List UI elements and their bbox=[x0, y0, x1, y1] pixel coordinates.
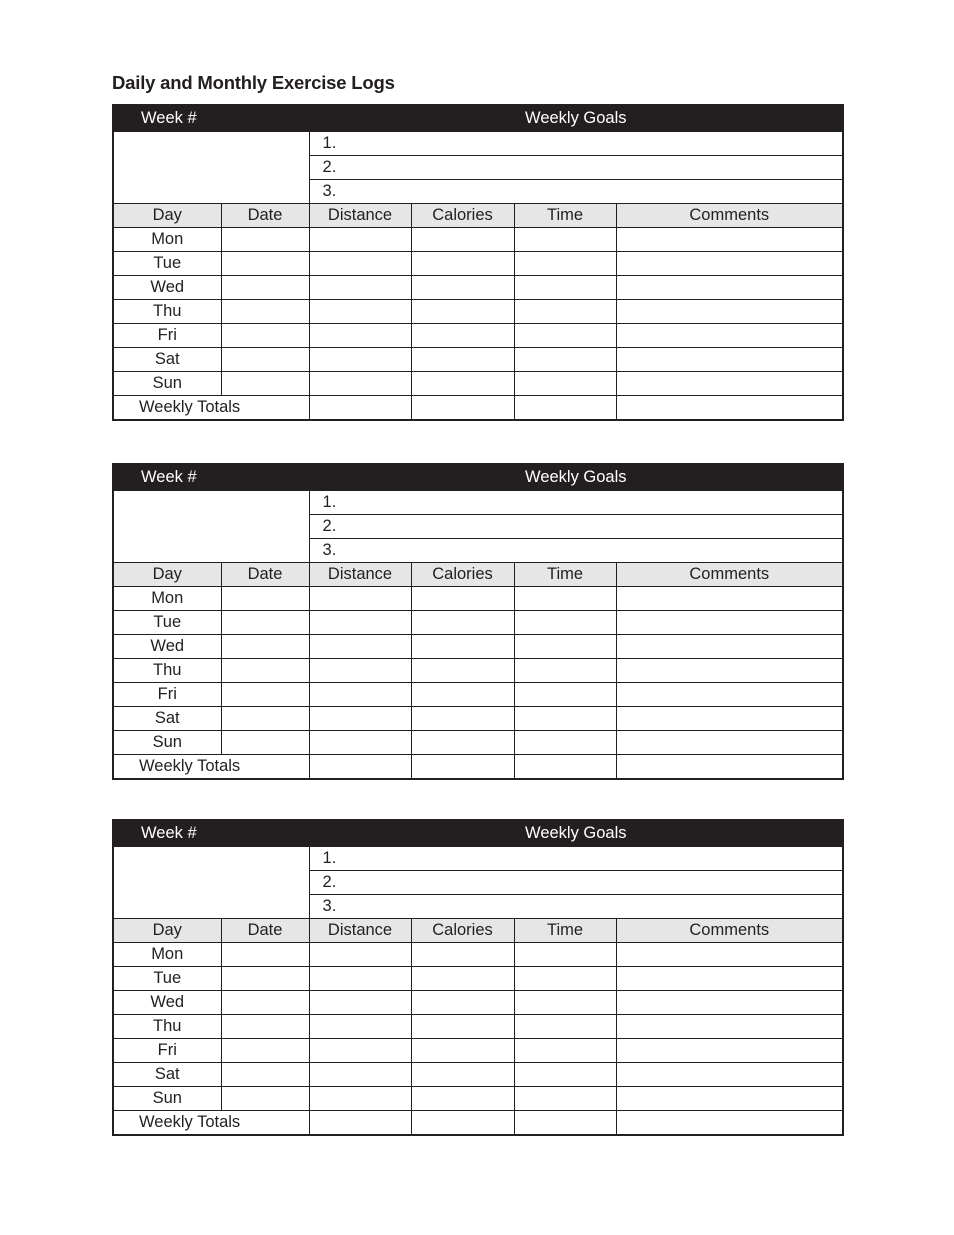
date-cell[interactable] bbox=[221, 707, 309, 731]
time-cell[interactable] bbox=[514, 300, 616, 324]
comments-cell[interactable] bbox=[616, 228, 843, 252]
date-cell[interactable] bbox=[221, 967, 309, 991]
day-label: Wed bbox=[113, 635, 221, 659]
day-row bbox=[113, 324, 843, 348]
total-time-cell[interactable] bbox=[514, 396, 616, 421]
calories-cell[interactable] bbox=[411, 276, 514, 300]
weekly-goal-3[interactable]: 3. bbox=[309, 180, 843, 204]
week-number-field[interactable] bbox=[113, 491, 309, 563]
date-cell[interactable] bbox=[221, 991, 309, 1015]
day-row bbox=[113, 991, 843, 1015]
comments-cell[interactable] bbox=[616, 300, 843, 324]
column-header-day: Day bbox=[113, 919, 221, 943]
day-row bbox=[113, 635, 843, 659]
weekly-totals-row bbox=[113, 755, 843, 780]
day-row bbox=[113, 611, 843, 635]
date-cell[interactable] bbox=[221, 587, 309, 611]
time-cell[interactable] bbox=[514, 707, 616, 731]
day-label: Sun bbox=[113, 731, 221, 755]
time-cell[interactable] bbox=[514, 228, 616, 252]
date-cell[interactable] bbox=[221, 372, 309, 396]
date-cell[interactable] bbox=[221, 611, 309, 635]
day-row bbox=[113, 707, 843, 731]
total-comments-cell[interactable] bbox=[616, 396, 843, 421]
week-number-label: Week # bbox=[113, 105, 309, 132]
calories-cell[interactable] bbox=[411, 300, 514, 324]
day-label: Sat bbox=[113, 707, 221, 731]
day-row bbox=[113, 731, 843, 755]
calories-cell[interactable] bbox=[411, 587, 514, 611]
weekly-exercise-log bbox=[112, 463, 844, 780]
distance-cell[interactable] bbox=[309, 943, 411, 967]
day-row bbox=[113, 1063, 843, 1087]
comments-cell[interactable] bbox=[616, 1087, 843, 1111]
day-label: Tue bbox=[113, 611, 221, 635]
total-distance-cell[interactable] bbox=[309, 396, 411, 421]
comments-cell[interactable] bbox=[616, 587, 843, 611]
distance-cell[interactable] bbox=[309, 967, 411, 991]
distance-cell[interactable] bbox=[309, 324, 411, 348]
column-header-time: Time bbox=[514, 919, 616, 943]
column-header-calories: Calories bbox=[411, 919, 514, 943]
weekly-totals-row bbox=[113, 1111, 843, 1136]
time-cell[interactable] bbox=[514, 348, 616, 372]
calories-cell[interactable] bbox=[411, 611, 514, 635]
day-label: Wed bbox=[113, 991, 221, 1015]
calories-cell[interactable] bbox=[411, 943, 514, 967]
date-cell[interactable] bbox=[221, 348, 309, 372]
date-cell[interactable] bbox=[221, 731, 309, 755]
comments-cell[interactable] bbox=[616, 683, 843, 707]
date-cell[interactable] bbox=[221, 1015, 309, 1039]
comments-cell[interactable] bbox=[616, 635, 843, 659]
day-row bbox=[113, 943, 843, 967]
day-label: Sat bbox=[113, 348, 221, 372]
date-cell[interactable] bbox=[221, 252, 309, 276]
day-row bbox=[113, 967, 843, 991]
calories-cell[interactable] bbox=[411, 659, 514, 683]
time-cell[interactable] bbox=[514, 967, 616, 991]
column-header-calories: Calories bbox=[411, 204, 514, 228]
column-header-comments: Comments bbox=[616, 563, 843, 587]
day-label: Thu bbox=[113, 659, 221, 683]
day-row bbox=[113, 228, 843, 252]
comments-cell[interactable] bbox=[616, 276, 843, 300]
column-header-time: Time bbox=[514, 563, 616, 587]
distance-cell[interactable] bbox=[309, 991, 411, 1015]
day-row bbox=[113, 587, 843, 611]
column-header-distance: Distance bbox=[309, 919, 411, 943]
distance-cell[interactable] bbox=[309, 372, 411, 396]
day-row bbox=[113, 1087, 843, 1111]
time-cell[interactable] bbox=[514, 991, 616, 1015]
day-label: Tue bbox=[113, 252, 221, 276]
time-cell[interactable] bbox=[514, 731, 616, 755]
time-cell[interactable] bbox=[514, 324, 616, 348]
weekly-exercise-log bbox=[112, 819, 844, 1136]
time-cell[interactable] bbox=[514, 276, 616, 300]
page-title: Daily and Monthly Exercise Logs bbox=[112, 72, 395, 93]
day-label: Tue bbox=[113, 967, 221, 991]
comments-cell[interactable] bbox=[616, 1063, 843, 1087]
date-cell[interactable] bbox=[221, 659, 309, 683]
calories-cell[interactable] bbox=[411, 991, 514, 1015]
date-cell[interactable] bbox=[221, 1063, 309, 1087]
day-label: Sat bbox=[113, 1063, 221, 1087]
time-cell[interactable] bbox=[514, 252, 616, 276]
weekly-goal-2[interactable]: 2. bbox=[309, 515, 843, 539]
total-calories-cell[interactable] bbox=[411, 755, 514, 780]
weekly-goal-1[interactable]: 1. bbox=[309, 132, 843, 156]
column-header-comments: Comments bbox=[616, 919, 843, 943]
day-label: Sun bbox=[113, 1087, 221, 1111]
comments-cell[interactable] bbox=[616, 611, 843, 635]
column-header-distance: Distance bbox=[309, 563, 411, 587]
weekly-goals-label: Weekly Goals bbox=[309, 464, 843, 491]
day-row bbox=[113, 372, 843, 396]
comments-cell[interactable] bbox=[616, 1015, 843, 1039]
column-header-calories: Calories bbox=[411, 563, 514, 587]
weekly-goal-3[interactable]: 3. bbox=[309, 895, 843, 919]
weekly-goal-2[interactable]: 2. bbox=[309, 871, 843, 895]
comments-cell[interactable] bbox=[616, 967, 843, 991]
comments-cell[interactable] bbox=[616, 731, 843, 755]
date-cell[interactable] bbox=[221, 300, 309, 324]
distance-cell[interactable] bbox=[309, 1063, 411, 1087]
date-cell[interactable] bbox=[221, 1039, 309, 1063]
weekly-totals-label: Weekly Totals bbox=[113, 755, 309, 780]
day-label: Mon bbox=[113, 587, 221, 611]
time-cell[interactable] bbox=[514, 1015, 616, 1039]
distance-cell[interactable] bbox=[309, 300, 411, 324]
time-cell[interactable] bbox=[514, 683, 616, 707]
comments-cell[interactable] bbox=[616, 707, 843, 731]
total-distance-cell[interactable] bbox=[309, 1111, 411, 1136]
date-cell[interactable] bbox=[221, 276, 309, 300]
weekly-totals-label: Weekly Totals bbox=[113, 1111, 309, 1136]
weekly-goal-2[interactable]: 2. bbox=[309, 156, 843, 180]
weekly-totals-row bbox=[113, 396, 843, 421]
comments-cell[interactable] bbox=[616, 943, 843, 967]
calories-cell[interactable] bbox=[411, 324, 514, 348]
date-cell[interactable] bbox=[221, 324, 309, 348]
distance-cell[interactable] bbox=[309, 707, 411, 731]
calories-cell[interactable] bbox=[411, 731, 514, 755]
column-header-date: Date bbox=[221, 563, 309, 587]
day-row bbox=[113, 300, 843, 324]
comments-cell[interactable] bbox=[616, 991, 843, 1015]
weekly-goals-label: Weekly Goals bbox=[309, 820, 843, 847]
calories-cell[interactable] bbox=[411, 1039, 514, 1063]
week-number-field[interactable] bbox=[113, 847, 309, 919]
total-comments-cell[interactable] bbox=[616, 1111, 843, 1136]
day-row bbox=[113, 659, 843, 683]
total-distance-cell[interactable] bbox=[309, 755, 411, 780]
calories-cell[interactable] bbox=[411, 683, 514, 707]
time-cell[interactable] bbox=[514, 1039, 616, 1063]
date-cell[interactable] bbox=[221, 228, 309, 252]
comments-cell[interactable] bbox=[616, 1039, 843, 1063]
date-cell[interactable] bbox=[221, 943, 309, 967]
day-label: Thu bbox=[113, 1015, 221, 1039]
time-cell[interactable] bbox=[514, 659, 616, 683]
weekly-goal-1[interactable]: 1. bbox=[309, 847, 843, 871]
column-header-distance: Distance bbox=[309, 204, 411, 228]
column-header-date: Date bbox=[221, 919, 309, 943]
calories-cell[interactable] bbox=[411, 635, 514, 659]
weekly-goal-1[interactable]: 1. bbox=[309, 491, 843, 515]
distance-cell[interactable] bbox=[309, 587, 411, 611]
column-header-day: Day bbox=[113, 563, 221, 587]
day-label: Fri bbox=[113, 1039, 221, 1063]
week-number-field[interactable] bbox=[113, 132, 309, 204]
total-calories-cell[interactable] bbox=[411, 396, 514, 421]
date-cell[interactable] bbox=[221, 683, 309, 707]
total-time-cell[interactable] bbox=[514, 755, 616, 780]
calories-cell[interactable] bbox=[411, 1063, 514, 1087]
time-cell[interactable] bbox=[514, 372, 616, 396]
weekly-exercise-log bbox=[112, 104, 844, 421]
distance-cell[interactable] bbox=[309, 611, 411, 635]
time-cell[interactable] bbox=[514, 611, 616, 635]
distance-cell[interactable] bbox=[309, 659, 411, 683]
comments-cell[interactable] bbox=[616, 372, 843, 396]
time-cell[interactable] bbox=[514, 1063, 616, 1087]
time-cell[interactable] bbox=[514, 635, 616, 659]
distance-cell[interactable] bbox=[309, 276, 411, 300]
day-label: Fri bbox=[113, 683, 221, 707]
week-number-label: Week # bbox=[113, 820, 309, 847]
total-time-cell[interactable] bbox=[514, 1111, 616, 1136]
weekly-totals-label: Weekly Totals bbox=[113, 396, 309, 421]
time-cell[interactable] bbox=[514, 1087, 616, 1111]
day-label: Wed bbox=[113, 276, 221, 300]
day-row bbox=[113, 1015, 843, 1039]
column-header-time: Time bbox=[514, 204, 616, 228]
calories-cell[interactable] bbox=[411, 252, 514, 276]
total-comments-cell[interactable] bbox=[616, 755, 843, 780]
distance-cell[interactable] bbox=[309, 635, 411, 659]
calories-cell[interactable] bbox=[411, 1015, 514, 1039]
distance-cell[interactable] bbox=[309, 1015, 411, 1039]
distance-cell[interactable] bbox=[309, 228, 411, 252]
day-row bbox=[113, 1039, 843, 1063]
day-row bbox=[113, 348, 843, 372]
day-label: Mon bbox=[113, 943, 221, 967]
day-row bbox=[113, 276, 843, 300]
day-label: Fri bbox=[113, 324, 221, 348]
column-header-comments: Comments bbox=[616, 204, 843, 228]
date-cell[interactable] bbox=[221, 1087, 309, 1111]
day-row bbox=[113, 683, 843, 707]
week-number-label: Week # bbox=[113, 464, 309, 491]
weekly-goals-label: Weekly Goals bbox=[309, 105, 843, 132]
column-header-day: Day bbox=[113, 204, 221, 228]
day-row bbox=[113, 252, 843, 276]
time-cell[interactable] bbox=[514, 943, 616, 967]
distance-cell[interactable] bbox=[309, 683, 411, 707]
calories-cell[interactable] bbox=[411, 348, 514, 372]
calories-cell[interactable] bbox=[411, 1087, 514, 1111]
day-label: Sun bbox=[113, 372, 221, 396]
date-cell[interactable] bbox=[221, 635, 309, 659]
distance-cell[interactable] bbox=[309, 1087, 411, 1111]
calories-cell[interactable] bbox=[411, 228, 514, 252]
distance-cell[interactable] bbox=[309, 731, 411, 755]
weekly-goal-3[interactable]: 3. bbox=[309, 539, 843, 563]
comments-cell[interactable] bbox=[616, 348, 843, 372]
total-calories-cell[interactable] bbox=[411, 1111, 514, 1136]
time-cell[interactable] bbox=[514, 587, 616, 611]
day-label: Mon bbox=[113, 228, 221, 252]
day-label: Thu bbox=[113, 300, 221, 324]
distance-cell[interactable] bbox=[309, 252, 411, 276]
column-header-date: Date bbox=[221, 204, 309, 228]
calories-cell[interactable] bbox=[411, 372, 514, 396]
distance-cell[interactable] bbox=[309, 348, 411, 372]
calories-cell[interactable] bbox=[411, 707, 514, 731]
comments-cell[interactable] bbox=[616, 252, 843, 276]
calories-cell[interactable] bbox=[411, 967, 514, 991]
comments-cell[interactable] bbox=[616, 324, 843, 348]
distance-cell[interactable] bbox=[309, 1039, 411, 1063]
comments-cell[interactable] bbox=[616, 659, 843, 683]
